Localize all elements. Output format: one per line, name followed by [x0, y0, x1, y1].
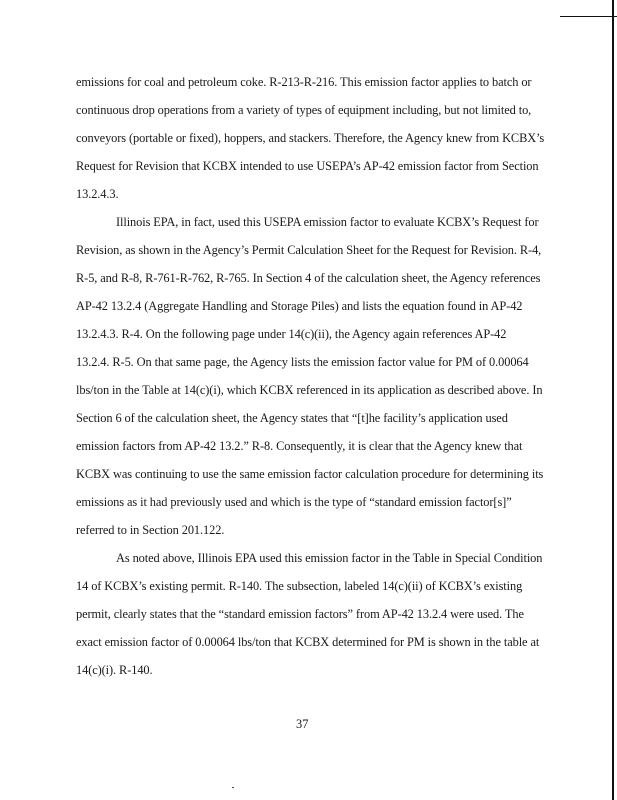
- text-line: Revision, as shown in the Agency’s Permit Calculation Sheet for the Request for Revision. R-4,: [76, 243, 542, 257]
- text-line: conveyors (portable or fixed), hoppers, and stackers. Therefore, the Agency knew from KCBX’s: [76, 131, 545, 145]
- text-line: KCBX was continuing to use the same emission factor calculation procedure for determining its: [76, 467, 544, 481]
- text-line: Request for Revision that KCBX intended to use USEPA’s AP-42 emission factor from Section: [76, 159, 539, 173]
- text-line: 13.2.4.3.: [76, 187, 119, 201]
- text-line: 13.2.4.3. R-4. On the following page under 14(c)(ii), the Agency again references AP-42: [76, 327, 507, 341]
- text-line: lbs/ton in the Table at 14(c)(i), which KCBX referenced in its application as described above. In: [76, 383, 543, 397]
- text-line: 13.2.4. R-5. On that same page, the Agency lists the emission factor value for PM of 0.00064: [76, 355, 529, 369]
- text-line: emissions for coal and petroleum coke. R-213-R-216. This emission factor applies to batch or: [76, 75, 532, 89]
- text-line: emissions as it had previously used and which is the type of “standard emission factor[s]”: [76, 495, 512, 509]
- page-number: 37: [296, 717, 309, 731]
- text-line: emission factors from AP-42 13.2.” R-8. Consequently, it is clear that the Agency knew that: [76, 439, 523, 453]
- text-line: 14 of KCBX’s existing permit. R-140. The subsection, labeled 14(c)(ii) of KCBX’s existing: [76, 579, 523, 593]
- text-line: continuous drop operations from a variety of types of equipment including, but not limited to,: [76, 103, 532, 117]
- scan-speck: [232, 787, 234, 788]
- text-line: Section 6 of the calculation sheet, the Agency states that “[t]he facility’s application used: [76, 411, 508, 425]
- text-line: As noted above, Illinois EPA used this emission factor in the Table in Special Condition: [116, 551, 543, 565]
- text-line: 14(c)(i). R-140.: [76, 663, 153, 677]
- text-line: AP-42 13.2.4 (Aggregate Handling and Storage Piles) and lists the equation found in AP-42: [76, 299, 523, 313]
- scan-edge-right: [612, 0, 614, 800]
- text-line: exact emission factor of 0.00064 lbs/ton that KCBX determined for PM is shown in the table at: [76, 635, 540, 649]
- text-line: referred to in Section 201.122.: [76, 523, 225, 537]
- text-line: R-5, and R-8, R-761-R-762, R-765. In Section 4 of the calculation sheet, the Agency references: [76, 271, 541, 285]
- text-line: permit, clearly states that the “standard emission factors” from AP-42 13.2.4 were used. The: [76, 607, 524, 621]
- text-line: Illinois EPA, in fact, used this USEPA emission factor to evaluate KCBX’s Request for: [116, 215, 539, 229]
- scan-edge-top: [560, 16, 617, 17]
